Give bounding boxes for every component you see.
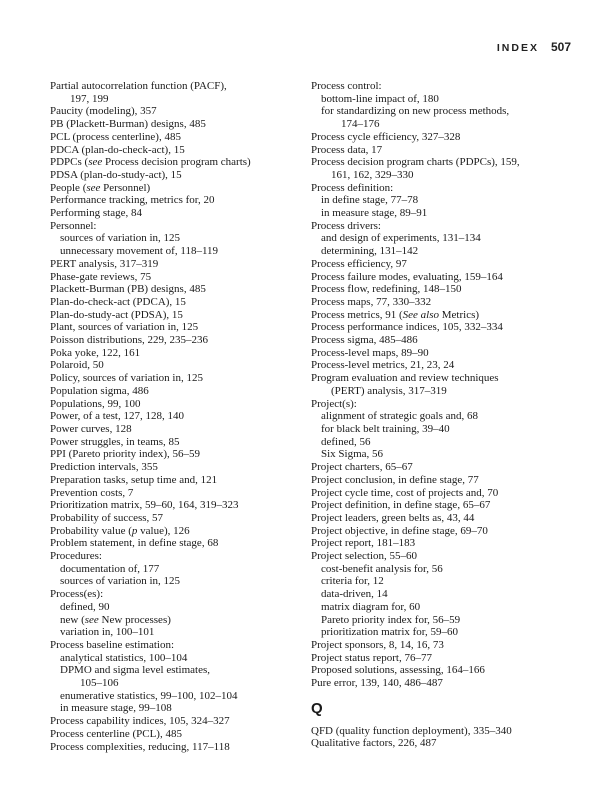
index-entry-text: Process efficiency, 97 <box>311 257 407 270</box>
index-entry-text: bottom-line impact of, 180 <box>321 92 439 105</box>
index-entry <box>50 487 310 500</box>
index-entry-text: Policy, sources of variation in, 125 <box>50 372 203 385</box>
index-entry-text: Process failure modes, evaluating, 159–164 <box>311 270 503 283</box>
index-entry-text: Process capability indices, 105, 324–327 <box>50 715 230 728</box>
index-entry <box>50 715 310 728</box>
index-subentry <box>321 563 573 576</box>
index-entry-text: Metrics) <box>439 308 480 321</box>
index-entry-text: Power, of a test, 127, 128, 140 <box>50 410 184 423</box>
index-subentry <box>60 664 310 677</box>
index-entry <box>50 550 310 563</box>
index-entry <box>50 156 310 169</box>
index-subentry <box>321 410 573 423</box>
index-entry-text: Six Sigma, 56 <box>321 448 384 461</box>
index-entry-text: Qualitative factors, 226, 487 <box>311 737 437 750</box>
index-entry <box>311 537 573 550</box>
index-subentry <box>60 245 310 258</box>
index-entry <box>311 220 573 233</box>
index-entry-text: (PERT) analysis, 317–319 <box>331 384 447 397</box>
index-entry-text: DPMO and sigma level estimates, <box>60 664 211 677</box>
index-entry-italic-text: see <box>88 156 103 169</box>
index-entry-text: analytical statistics, 100–104 <box>60 651 188 664</box>
index-entry-text: determining, 131–142 <box>321 245 419 258</box>
index-entry-text: Process decision program charts) <box>102 156 251 169</box>
index-entry-text: Process centerline (PCL), 485 <box>50 727 182 740</box>
index-entry-text: data-driven, 14 <box>321 588 388 601</box>
index-entry-continuation <box>80 677 310 690</box>
index-entry <box>311 550 573 563</box>
index-entry <box>50 271 310 284</box>
index-entry <box>50 423 310 436</box>
index-entry-text: Project sponsors, 8, 14, 16, 73 <box>311 638 444 651</box>
index-entry-text: 174–176 <box>341 118 380 131</box>
index-entry-text: PDCA (plan-do-check-act), 15 <box>50 143 185 156</box>
index-entry-italic-text: See also <box>402 308 440 321</box>
index-entry <box>50 258 310 271</box>
index-entry-text: Polaroid, 50 <box>50 359 104 372</box>
index-entry-text: Preparation tasks, setup time and, 121 <box>50 473 218 486</box>
index-entry-text: Partial autocorrelation function (PACF), <box>50 80 227 92</box>
index-entry-text: Population sigma, 486 <box>50 384 149 397</box>
index-entry-text: criteria for, 12 <box>321 575 384 588</box>
index-entry <box>50 194 310 207</box>
index-entry <box>311 372 573 385</box>
index-entry <box>50 398 310 411</box>
index-entry-text: for black belt training, 39–40 <box>321 422 450 435</box>
header-section-label: INDEX <box>496 42 539 54</box>
index-entry <box>50 220 310 233</box>
index-entry <box>311 639 573 652</box>
index-entry <box>50 728 310 741</box>
index-entry <box>311 664 573 677</box>
index-entry <box>50 385 310 398</box>
index-subentry <box>321 423 573 436</box>
index-subentry <box>60 652 310 665</box>
index-entry <box>50 347 310 360</box>
index-entry <box>311 258 573 271</box>
index-entry-text: Process cycle efficiency, 327–328 <box>311 130 461 143</box>
index-entry-text: new ( <box>60 613 85 626</box>
index-subentry <box>321 626 573 639</box>
index-entry <box>50 588 310 601</box>
index-entry <box>311 487 573 500</box>
index-entry <box>311 131 573 144</box>
running-header <box>497 40 571 54</box>
index-entry-text: Project objective, in define stage, 69–70 <box>311 524 488 537</box>
index-entry <box>311 347 573 360</box>
index-subentry <box>60 690 310 703</box>
index-entry-text: Problem statement, in define stage, 68 <box>50 537 219 550</box>
index-entry-text: Process data, 17 <box>311 143 383 156</box>
index-entry-text: sources of variation in, 125 <box>60 232 181 245</box>
index-entry-text: PDPCs ( <box>50 156 89 169</box>
index-entry <box>311 321 573 334</box>
index-entry <box>50 207 310 220</box>
index-entry <box>50 169 310 182</box>
index-entry-text: PDSA (plan-do-study-act), 15 <box>50 168 182 181</box>
index-subentry <box>321 588 573 601</box>
index-entry-text: Phase-gate reviews, 75 <box>50 270 152 283</box>
index-entry-text: in measure stage, 99–108 <box>60 702 172 715</box>
index-entry <box>50 372 310 385</box>
index-entry-text: Power curves, 128 <box>50 422 132 435</box>
index-entry-text: Proposed solutions, assessing, 164–166 <box>311 664 485 677</box>
index-entry <box>311 474 573 487</box>
index-entry <box>50 512 310 525</box>
index-entry <box>311 737 573 750</box>
index-subentry <box>321 93 573 106</box>
index-entry-text: Procedures: <box>50 550 102 563</box>
index-subentry <box>321 448 573 461</box>
index-entry <box>311 359 573 372</box>
index-entry-text: QFD (quality function deployment), 335–340 <box>311 724 512 737</box>
page-number: 507 <box>550 40 571 54</box>
index-entry <box>50 144 310 157</box>
index-subentry <box>321 436 573 449</box>
index-entry-text: Process maps, 77, 330–332 <box>311 295 432 308</box>
index-entry <box>50 334 310 347</box>
index-entry-text: enumerative statistics, 99–100, 102–104 <box>60 689 238 702</box>
index-entry-text: Project cycle time, cost of projects and, 70 <box>311 486 499 499</box>
index-entry <box>50 461 310 474</box>
index-entry-text: Project conclusion, in define stage, 77 <box>311 473 479 486</box>
index-entry-text: for standardizing on new process methods, <box>321 105 510 118</box>
index-entry-text: Performance tracking, metrics for, 20 <box>50 194 215 207</box>
index-entry <box>311 461 573 474</box>
index-entry-text: Project report, 181–183 <box>311 537 416 550</box>
index-entry-text: Project leaders, green belts as, 43, 44 <box>311 511 475 524</box>
index-entry-text: Poisson distributions, 229, 235–236 <box>50 334 208 347</box>
index-entry-text: Process performance indices, 105, 332–334 <box>311 321 503 334</box>
index-subentry <box>321 575 573 588</box>
index-entry <box>311 525 573 538</box>
index-entry <box>50 537 310 550</box>
index-entry-text: Process decision program charts (PDPCs), 159, <box>311 156 520 169</box>
index-entry-text: Process sigma, 485–486 <box>311 334 418 347</box>
index-entry-text: PCL (process centerline), 485 <box>50 130 181 143</box>
index-subentry <box>321 601 573 614</box>
index-entry <box>311 80 573 93</box>
index-subentry <box>321 232 573 245</box>
index-entry <box>311 652 573 665</box>
index-entry-text: Process baseline estimation: <box>50 638 175 651</box>
index-entry <box>50 639 310 652</box>
index-entry-continuation <box>331 385 573 398</box>
index-entry-text: Process flow, redefining, 148–150 <box>311 283 462 296</box>
index-entry <box>311 144 573 157</box>
index-entry-text: alignment of strategic goals and, 68 <box>321 410 479 423</box>
index-entry <box>311 725 573 738</box>
index-entry-text: Project definition, in define stage, 65–67 <box>311 499 491 512</box>
index-entry <box>311 398 573 411</box>
index-entry-text: Populations, 99, 100 <box>50 397 141 410</box>
index-subentry <box>321 105 573 118</box>
index-entry-text: sources of variation in, 125 <box>60 575 181 588</box>
index-section-letter: Q <box>311 699 323 717</box>
index-entry-text: Probability of success, 57 <box>50 511 164 524</box>
index-entry-continuation <box>331 169 573 182</box>
index-entry <box>50 321 310 334</box>
index-entry <box>311 182 573 195</box>
index-entry-text: cost-benefit analysis for, 56 <box>321 562 443 575</box>
index-entry <box>311 283 573 296</box>
index-entry <box>50 410 310 423</box>
index-entry <box>311 334 573 347</box>
index-entry-text: Pure error, 139, 140, 486–487 <box>311 677 443 690</box>
index-entry-text: Prediction intervals, 355 <box>50 461 158 474</box>
index-entry-text: Pareto priority index for, 56–59 <box>321 613 461 626</box>
index-entry <box>50 182 310 195</box>
index-entry-text: Process complexities, reducing, 117–118 <box>50 740 230 753</box>
index-subentry <box>60 702 310 715</box>
index-subentry <box>321 194 573 207</box>
index-entry-text: and design of experiments, 131–134 <box>321 232 481 245</box>
index-entry-text: People ( <box>50 181 87 194</box>
index-entry-text: in define stage, 77–78 <box>321 194 419 207</box>
index-entry-text: Process control: <box>311 80 382 92</box>
index-entry-text: Project(s): <box>311 397 357 410</box>
index-entry-text: Project selection, 55–60 <box>311 550 418 563</box>
index-entry <box>311 309 573 322</box>
index-subentry <box>60 601 310 614</box>
index-entry-text: Prioritization matrix, 59–60, 164, 319–323 <box>50 499 239 512</box>
index-entry <box>50 80 310 93</box>
index-entry-text: 161, 162, 329–330 <box>331 168 414 181</box>
index-entry-text: PPI (Pareto priority index), 56–59 <box>50 448 201 461</box>
index-entry-text: Poka yoke, 122, 161 <box>50 346 141 359</box>
index-subentry <box>60 232 310 245</box>
index-entry <box>50 525 310 538</box>
index-entry <box>50 499 310 512</box>
index-column-left <box>50 80 310 753</box>
index-entry-italic-text: see <box>86 181 101 194</box>
index-entry-text: Paucity (modeling), 357 <box>50 105 157 118</box>
index-entry-text: Project charters, 65–67 <box>311 461 413 474</box>
index-entry <box>50 309 310 322</box>
index-entry-text: 105–106 <box>80 677 119 690</box>
index-entry-text: Performing stage, 84 <box>50 207 142 220</box>
index-subentry <box>321 614 573 627</box>
index-entry-text: value), 126 <box>137 524 190 537</box>
index-entry-text: Process drivers: <box>311 219 381 232</box>
index-entry-text: Process(es): <box>50 588 104 601</box>
index-entry-text: Process definition: <box>311 181 394 194</box>
index-entry-text: unnecessary movement of, 118–119 <box>60 245 219 258</box>
index-entry <box>50 359 310 372</box>
index-entry-text: defined, 90 <box>60 600 110 613</box>
index-entry-continuation <box>70 93 310 106</box>
index-entry-text: Probability value ( <box>50 524 132 537</box>
index-entry-text: PB (Plackett-Burman) designs, 485 <box>50 118 206 131</box>
index-entry <box>311 499 573 512</box>
index-entry <box>50 741 310 754</box>
index-subentry <box>60 575 310 588</box>
index-entry-text: New processes) <box>98 613 171 626</box>
index-entry-text: Plan-do-study-act (PDSA), 15 <box>50 308 183 321</box>
index-entry-text: Plan-do-check-act (PDCA), 15 <box>50 295 186 308</box>
index-entry-continuation <box>341 118 573 131</box>
index-subentry <box>60 626 310 639</box>
index-entry <box>311 271 573 284</box>
index-entry <box>50 131 310 144</box>
index-entry <box>50 118 310 131</box>
index-subentry <box>321 207 573 220</box>
index-entry <box>311 156 573 169</box>
index-entry-text: in measure stage, 89–91 <box>321 207 428 220</box>
index-entry-text: Plackett-Burman (PB) designs, 485 <box>50 283 206 296</box>
index-entry-text: PERT analysis, 317–319 <box>50 257 159 270</box>
index-entry-text: defined, 56 <box>321 435 371 448</box>
index-column-right <box>311 80 573 750</box>
index-entry-text: Prevention costs, 7 <box>50 486 134 499</box>
index-subentry <box>60 563 310 576</box>
index-entry-text: Personnel) <box>100 181 151 194</box>
index-entry-text: Program evaluation and review techniques <box>311 372 499 385</box>
index-entry-text: Process-level metrics, 21, 23, 24 <box>311 359 455 372</box>
index-entry-text: matrix diagram for, 60 <box>321 600 421 613</box>
index-entry-text: variation in, 100–101 <box>60 626 155 639</box>
index-entry-text: 197, 199 <box>70 92 109 105</box>
index-entry <box>311 296 573 309</box>
index-entry-text: Personnel: <box>50 219 97 232</box>
index-entry-text: Project status report, 76–77 <box>311 651 432 664</box>
index-subentry <box>60 614 310 627</box>
index-entry-text: Process metrics, 91 ( <box>311 308 403 321</box>
index-entry <box>311 512 573 525</box>
index-entry-text: prioritization matrix for, 59–60 <box>321 626 459 639</box>
index-subentry <box>321 245 573 258</box>
index-entry-italic-text: p <box>131 524 138 537</box>
index-entry <box>50 105 310 118</box>
index-entry-text: Process-level maps, 89–90 <box>311 346 429 359</box>
index-entry-text: Plant, sources of variation in, 125 <box>50 321 199 334</box>
index-entry <box>50 436 310 449</box>
index-entry <box>50 474 310 487</box>
index-entry-text: Power struggles, in teams, 85 <box>50 435 180 448</box>
index-entry <box>50 296 310 309</box>
index-entry <box>50 283 310 296</box>
index-entry <box>50 448 310 461</box>
index-entry <box>311 677 573 690</box>
index-entry-text: documentation of, 177 <box>60 562 160 575</box>
index-entry-italic-text: see <box>84 613 99 626</box>
